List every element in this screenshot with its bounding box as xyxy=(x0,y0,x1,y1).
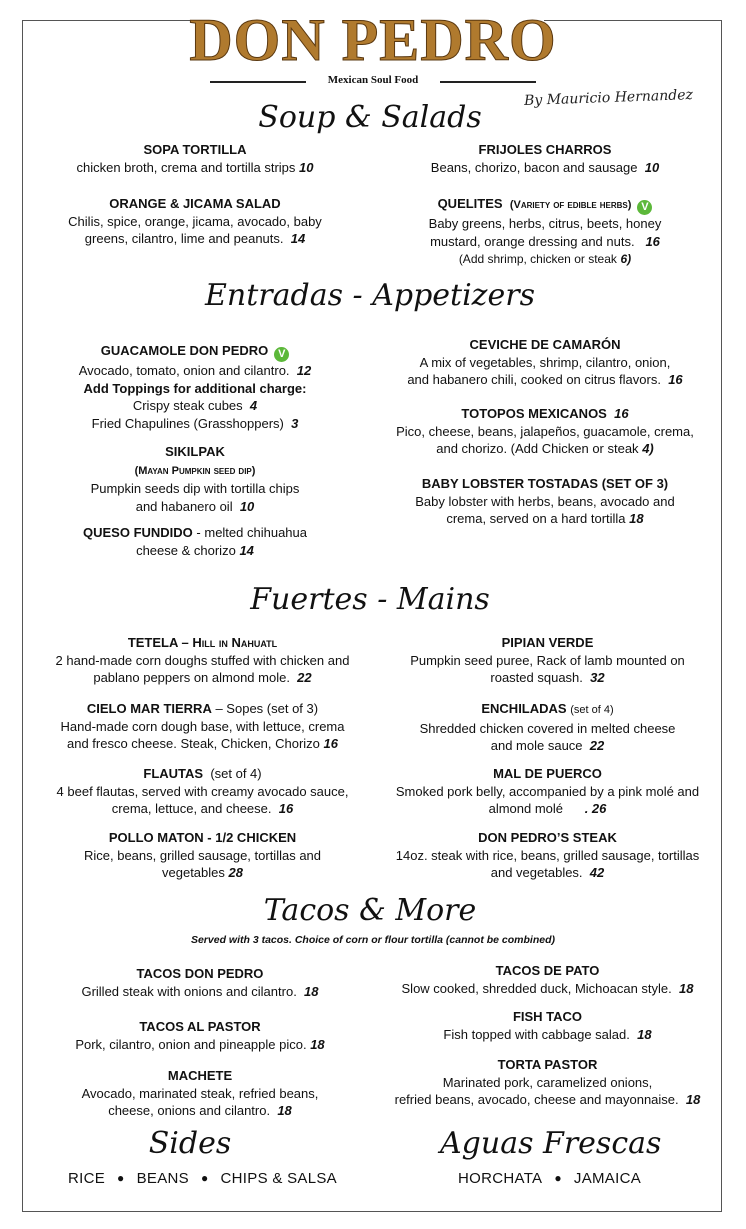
tacos-note: Served with 3 tacos. Choice of corn or flour tortilla (cannot be combined) xyxy=(190,934,556,946)
menu-item-totopos xyxy=(380,405,710,458)
section-title-soup: Soup & Salads xyxy=(258,100,482,135)
item-desc: Avocado, tomato, onion and cilantro. xyxy=(78,363,290,378)
menu-item-sopa-tortilla xyxy=(30,141,360,176)
menu-item-queso-fundido xyxy=(30,524,360,559)
item-name: TOTOPOS MEXICANOS xyxy=(461,406,607,421)
item-price: 16 xyxy=(278,801,294,816)
item-desc: refried beans, avocado, cheese and mayonnaise. xyxy=(394,1092,679,1107)
item-desc: greens, cilantro, lime and peanuts. xyxy=(84,231,284,246)
item-desc: and habanero chili, cooked on citrus flavors. xyxy=(407,372,661,387)
item-price: 32 xyxy=(590,670,605,685)
item-desc: Pumpkin seed puree, Rack of lamb mounted on xyxy=(410,652,685,668)
item-name: CIELO MAR TIERRA xyxy=(86,701,212,716)
menu-item-sikilpak xyxy=(30,443,360,515)
item-desc: A mix of vegetables, shrimp, cilantro, onion, xyxy=(419,354,671,370)
topping-price: 4 xyxy=(249,398,258,413)
item-desc: cheese, onions and cilantro. xyxy=(108,1103,271,1118)
item-price: 10 xyxy=(239,498,255,514)
item-desc: Baby lobster with herbs, beans, avocado and xyxy=(415,493,675,509)
item-desc: 2 hand-made corn doughs stuffed with chicken and xyxy=(55,652,350,668)
item-price: 14 xyxy=(239,542,254,558)
item-desc: and mole sauce xyxy=(490,738,583,753)
menu-item-tacos-don-pedro xyxy=(30,965,370,1000)
menu-item-quelites xyxy=(380,195,710,269)
side-item: CHIPS & SALSA xyxy=(220,1170,337,1187)
item-name: GUACAMOLE DON PEDRO xyxy=(100,343,269,358)
item-name: MAL DE PUERCO xyxy=(493,766,602,781)
item-price: 42 xyxy=(589,865,605,880)
item-desc: Chilis, spice, orange, jicama, avocado, baby xyxy=(68,213,322,229)
tagline: Mexican Soul Food xyxy=(327,74,419,86)
item-price: 10 xyxy=(644,159,660,175)
item-price: 18 xyxy=(277,1103,292,1118)
section-title-tacos: Tacos & More xyxy=(263,893,477,928)
item-desc: Pumpkin seeds dip with tortilla chips xyxy=(90,481,300,496)
item-price: 18 xyxy=(637,1026,652,1042)
item-price: 10 xyxy=(299,159,314,175)
item-name: FLAUTAS xyxy=(143,766,204,781)
item-name: QUELITES xyxy=(437,196,503,211)
tagline-bar xyxy=(210,74,536,88)
item-desc: - melted chihuahua xyxy=(196,525,307,540)
menu-item-tacos-al-pastor xyxy=(30,1018,370,1053)
menu-item-lobster-tostadas xyxy=(380,475,710,528)
item-name: PIPIAN VERDE xyxy=(501,635,594,650)
item-subtitle: – Sopes (set of 3) xyxy=(215,701,319,716)
item-desc: vegetables xyxy=(162,865,225,880)
item-price: 22 xyxy=(589,738,605,753)
item-desc: roasted squash. xyxy=(490,670,583,685)
item-price: 18 xyxy=(685,1092,701,1107)
topping: Fried Chapulines (Grasshoppers) xyxy=(91,415,284,431)
item-name: SIKILPAK xyxy=(165,444,225,459)
item-subtitle: Hill in Nahuatl xyxy=(192,635,278,650)
vegetarian-icon: V xyxy=(274,347,289,362)
item-desc: chicken broth, crema and tortilla strips xyxy=(76,159,296,175)
item-price: 18 xyxy=(629,511,644,526)
item-price: 16 xyxy=(645,233,660,249)
menu-item-pipian-verde xyxy=(375,634,720,687)
item-price: . 26 xyxy=(584,801,607,816)
item-price: 18 xyxy=(310,1036,325,1052)
item-price: 12 xyxy=(296,363,312,378)
section-title-entradas: Entradas - Appetizers xyxy=(205,278,535,313)
menu-item-orange-jicama xyxy=(30,195,360,248)
item-desc: cheese & chorizo xyxy=(136,542,236,558)
item-name: TACOS DE PATO xyxy=(495,963,600,978)
section-title-sides: Sides xyxy=(148,1126,232,1161)
item-price: 16 xyxy=(323,736,338,751)
menu-item-frijoles-charros xyxy=(380,141,710,176)
sides-list: RICE ● BEANS ● CHIPS & SALSA xyxy=(68,1170,337,1187)
agua-item: JAMAICA xyxy=(573,1170,642,1187)
item-name: BABY LOBSTER TOSTADAS (SET OF 3) xyxy=(421,476,669,491)
menu-item-guacamole xyxy=(30,342,360,432)
item-desc: Slow cooked, shredded duck, Michoacan style. xyxy=(401,980,672,996)
item-desc: Marinated pork, caramelized onions, xyxy=(442,1074,653,1090)
item-desc: crema, lettuce, and cheese. xyxy=(111,801,272,816)
side-item: RICE xyxy=(68,1170,106,1187)
item-desc: and habanero oil xyxy=(135,498,233,514)
item-desc: Rice, beans, grilled sausage, tortillas and xyxy=(83,847,322,863)
section-title-aguas: Aguas Frescas xyxy=(440,1126,662,1161)
chef-byline: By Mauricio Hernandez xyxy=(523,87,694,109)
item-name: TACOS DON PEDRO xyxy=(136,966,264,981)
vegetarian-icon: V xyxy=(637,200,652,215)
item-price: 22 xyxy=(297,670,312,685)
menu-item-tetela xyxy=(30,634,375,687)
item-name: TETELA – xyxy=(127,635,189,650)
item-name: QUESO FUNDIDO xyxy=(83,525,193,540)
aguas-list: HORCHATA ● JAMAICA xyxy=(458,1170,642,1187)
item-subtitle: (set of 4) xyxy=(210,766,262,781)
item-desc: 4 beef flautas, served with creamy avocado sauce, xyxy=(56,783,349,799)
item-addon-price: 6) xyxy=(620,252,632,266)
item-name: TORTA PASTOR xyxy=(497,1057,598,1072)
agua-item: HORCHATA xyxy=(458,1170,543,1187)
item-name: ORANGE & JICAMA SALAD xyxy=(109,196,281,211)
item-name: POLLO MATON - 1/2 CHICKEN xyxy=(108,830,297,845)
item-desc: and vegetables. xyxy=(490,865,583,880)
item-name: FRIJOLES CHARROS xyxy=(478,142,612,157)
item-desc: crema, served on a hard tortilla xyxy=(446,511,626,526)
item-addon: (Add shrimp, chicken or steak xyxy=(458,252,617,266)
item-name: FISH TACO xyxy=(512,1009,583,1024)
item-desc: and fresco cheese. Steak, Chicken, Chorizo xyxy=(66,736,320,751)
item-desc: Avocado, marinated steak, refried beans, xyxy=(81,1085,319,1101)
item-name: DON PEDRO’S STEAK xyxy=(478,830,617,845)
item-desc: Pico, cheese, beans, jalapeños, guacamole, crema, xyxy=(396,423,694,439)
item-desc: Fish topped with cabbage salad. xyxy=(443,1026,630,1042)
item-addon-price: 4) xyxy=(642,441,654,456)
item-price: 28 xyxy=(228,865,243,880)
menu-item-tacos-de-pato xyxy=(375,962,720,997)
menu-item-cielo-mar-tierra xyxy=(30,700,375,753)
menu-item-ceviche xyxy=(380,336,710,389)
menu-item-flautas xyxy=(30,765,375,818)
item-desc: Grilled steak with onions and cilantro. xyxy=(81,983,297,999)
item-desc: Pork, cilantro, onion and pineapple pico. xyxy=(75,1036,307,1052)
item-desc: Shredded chicken covered in melted cheese xyxy=(419,720,676,736)
item-desc: Hand-made corn dough base, with lettuce, crema xyxy=(60,718,345,734)
menu-item-don-pedro-steak xyxy=(375,829,720,882)
item-price: 16 xyxy=(614,406,629,421)
item-desc: 14oz. steak with rice, beans, grilled sausage, tortillas xyxy=(395,847,700,863)
item-name: TACOS AL PASTOR xyxy=(139,1019,261,1034)
menu-item-pollo-maton xyxy=(30,829,375,882)
side-item: BEANS xyxy=(136,1170,189,1187)
item-name: MACHETE xyxy=(167,1068,233,1083)
item-desc: Baby greens, herbs, citrus, beets, honey xyxy=(428,216,662,231)
section-title-fuertes: Fuertes - Mains xyxy=(250,582,490,617)
toppings-heading: Add Toppings for additional charge: xyxy=(83,380,307,396)
item-subtitle: (Variety of edible herbs) xyxy=(509,199,632,211)
item-desc: Beans, chorizo, bacon and sausage xyxy=(430,159,638,175)
item-desc: and chorizo. (Add Chicken or steak xyxy=(436,441,639,456)
menu-item-enchiladas xyxy=(375,700,720,755)
item-price: 18 xyxy=(304,983,319,999)
item-desc: Smoked pork belly, accompanied by a pink molé and xyxy=(395,783,700,799)
item-subtitle: (set of 4) xyxy=(570,704,614,716)
item-desc: mustard, orange dressing and nuts. xyxy=(430,233,635,249)
item-name: CEVICHE DE CAMARÓN xyxy=(469,337,621,352)
item-desc: almond molé xyxy=(488,801,564,816)
item-name: SOPA TORTILLA xyxy=(143,142,247,157)
item-price: 16 xyxy=(668,372,683,387)
menu-item-mal-de-puerco xyxy=(375,765,720,818)
menu-item-machete xyxy=(30,1067,370,1120)
menu-item-fish-taco xyxy=(375,1008,720,1043)
topping: Crispy steak cubes xyxy=(132,398,243,413)
item-subtitle: (Mayan Pumpkin seed dip) xyxy=(134,464,256,477)
item-desc: pablano peppers on almond mole. xyxy=(93,670,290,685)
item-price: 18 xyxy=(679,980,694,996)
item-price: 14 xyxy=(290,231,306,246)
item-name: ENCHILADAS xyxy=(481,701,567,716)
restaurant-logo: DON PEDRO xyxy=(189,7,557,73)
topping-price: 3 xyxy=(291,415,299,431)
menu-item-torta-pastor xyxy=(375,1056,720,1109)
